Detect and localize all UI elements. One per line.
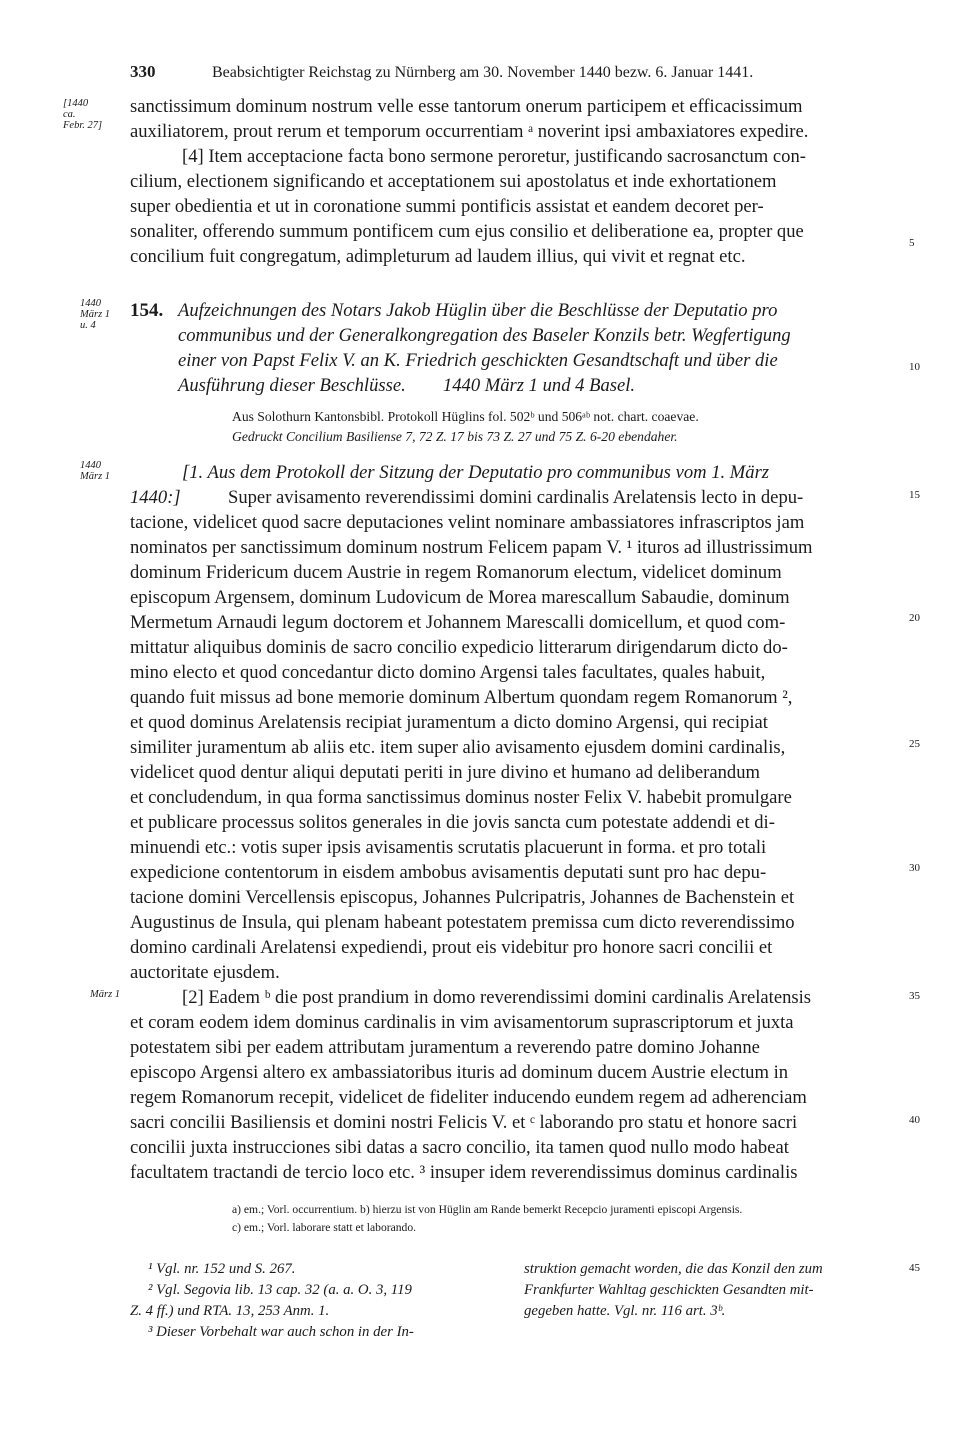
text-line: Augustinus de Insula, qui plenam habeant potestatem premissa cum dicto reverendissimo bbox=[130, 912, 795, 933]
text-line: Mermetum Arnaudi legum doctorem et Johannem Marescalli domicellum, et quod com- bbox=[130, 612, 786, 633]
running-title: Beabsichtigter Reichstag zu Nürnberg am 30. November 1440 bezw. 6. Januar 1441. bbox=[212, 64, 754, 81]
margin-date-3: 1440 März 1 bbox=[80, 460, 111, 482]
source-line: Aus Solothurn Kantonsbibl. Protokoll Hüglins fol. 502ᵇ und 506ᵃᵇ not. chart. coaevae. bbox=[232, 409, 699, 424]
line-number: 20 bbox=[909, 612, 920, 624]
margin-date-4: März 1 bbox=[90, 989, 121, 1000]
apparatus-line: c) em.; Vorl. laborare statt et laborando. bbox=[232, 1221, 417, 1234]
text-line: super obedientia et ut in coronatione summi pontificis assistat et eandem decoret per- bbox=[130, 196, 764, 217]
text-line: cilium, electionem significando et acceptationem sui apostolatus et inde exhortationem bbox=[130, 171, 777, 192]
text-line: quando fuit missus ad bone memorie dominum Albertum quondam regem Romanorum ², bbox=[130, 687, 793, 708]
line-number: 15 bbox=[909, 489, 920, 501]
text-line: tacione domini Vercellensis episcopus, Johannes Pulcripatris, Johannes de Bachenstein et bbox=[130, 887, 795, 908]
footnote-line: struktion gemacht worden, die das Konzil den zum bbox=[524, 1261, 823, 1277]
section-title-line: communibus und der Generalkongregation des Baseler Konzils betr. Wegfertigung bbox=[178, 325, 791, 346]
text-line: et concludendum, in qua forma sanctissimus dominus noster Felix V. habebit promulgare bbox=[130, 787, 792, 808]
text-line: concilium fuit congregatum, adimpleturum ad laudem illius, qui vivit et regnat etc. bbox=[130, 246, 746, 267]
text-line: sacri concilii Basiliensis et domini nostri Felicis V. et ᶜ laborando pro statu et honore sacri bbox=[130, 1112, 798, 1133]
footnote-line: gegeben hatte. Vgl. nr. 116 art. 3ᵇ. bbox=[524, 1303, 726, 1319]
text-line: nominatos per sanctissimum dominum nostrum Felicem papam V. ¹ ituros ad illustrissimum bbox=[130, 537, 813, 558]
text-line: [2] Eadem ᵇ die post prandium in domo reverendissimi domini cardinalis Arelatensis bbox=[182, 987, 812, 1008]
text-line: expedicione contentorum in eisdem ambobus avisamentis deputati sunt pro hac depu- bbox=[130, 862, 767, 883]
source-line: Gedruckt Concilium Basiliense 7, 72 Z. 17 bis 73 Z. 27 und 75 Z. 6-20 ebendaher. bbox=[232, 429, 678, 444]
footnote-line: Frankfurter Wahltag geschickten Gesandten mit- bbox=[524, 1282, 814, 1298]
text-line: sanctissimum dominum nostrum velle esse tantorum onerum participem et efficacissimum bbox=[130, 96, 803, 117]
text-line: sonaliter, offerendo summum pontificem cum ejus consilio et deliberatione ea, propter que bbox=[130, 221, 804, 242]
line-number: 35 bbox=[909, 990, 920, 1002]
line-number: 10 bbox=[909, 361, 920, 373]
line-number: 5 bbox=[909, 237, 915, 249]
text-line: Super avisamento reverendissimi domini cardinalis Arelatensis lecto in depu- bbox=[228, 487, 804, 508]
text-line: episcopum Argensem, dominum Ludovicum de Morea marescallum Sabaudie, dominum bbox=[130, 587, 790, 608]
text-line: regem Romanorum recepit, videlicet de fideliter inducendo eundem regem ad adherenciam bbox=[130, 1087, 807, 1108]
text-line: episcopo Argensi altero ex ambassiatoribus ituris ad dominum ducem Austrie electum in bbox=[130, 1062, 789, 1083]
line-number: 45 bbox=[909, 1262, 920, 1274]
section-title-line: Ausführung dieser Beschlüsse. 1440 März 1 und 4 Basel. bbox=[178, 375, 636, 396]
line-number: 25 bbox=[909, 738, 920, 750]
page-number: 330 bbox=[130, 62, 156, 81]
text-line: potestatem sibi per eadem attributam juramentum a reverendo patre domino Johanne bbox=[130, 1037, 760, 1058]
paragraph-date: 1440:] bbox=[130, 487, 181, 508]
section-title-line: Aufzeichnungen des Notars Jakob Hüglin über die Beschlüsse der Deputatio pro bbox=[178, 300, 778, 321]
footnote-line: ¹ Vgl. nr. 152 und S. 267. bbox=[148, 1261, 296, 1277]
text-line: mittatur aliquibus dominis de sacro concilio expedicio litterarum dirigendarum dicto do- bbox=[130, 637, 788, 658]
footnote-line: ³ Dieser Vorbehalt war auch schon in der In- bbox=[148, 1324, 414, 1340]
text-line: concilii juxta instrucciones sibi datas a sacro concilio, ita tamen quod nullo modo habeat bbox=[130, 1137, 789, 1158]
text-line: auxiliatorem, prout rerum et temporum occurrentiam ᵃ noverint ipsi ambaxiatores expedire. bbox=[130, 121, 809, 142]
margin-date-2: 1440 März 1 u. 4 bbox=[80, 298, 111, 331]
text-line: et coram eodem idem dominus cardinalis in vim avisamentorum suprascriptorum et juxta bbox=[130, 1012, 794, 1033]
line-number: 30 bbox=[909, 862, 920, 874]
text-line: et publicare processus solitos generales in die jovis sancta cum potestate addendi et di- bbox=[130, 812, 775, 833]
text-line: et quod dominus Arelatensis recipiat juramentum a dicto domino Argensi, qui recipiat bbox=[130, 712, 768, 733]
text-line: dominum Fridericum ducem Austrie in regem Romanorum electum, videlicet dominum bbox=[130, 562, 782, 583]
line-number: 40 bbox=[909, 1114, 920, 1126]
text-line: [4] Item acceptacione facta bono sermone peroretur, justificando sacrosanctum con- bbox=[182, 146, 806, 167]
text-line: minuendi etc.: votis super ipsis avisamentis scrutatis placuerunt in forma. et pro totali bbox=[130, 837, 767, 858]
section-number: 154. bbox=[130, 300, 164, 321]
paragraph-intro: [1. Aus dem Protokoll der Sitzung der Deputatio pro communibus vom 1. März bbox=[182, 462, 770, 483]
text-line: similiter juramentum ab aliis etc. item super alio avisamento ejusdem domini cardinalis, bbox=[130, 737, 786, 758]
apparatus-line: a) em.; Vorl. occurrentium. b) hierzu ist von Hüglin am Rande bemerkt Recepcio juramenti episcopi Argensis. bbox=[232, 1203, 743, 1216]
text-line: domino cardinali Arelatensi expediendi, prout eis videbitur pro honore sacri concilii et bbox=[130, 937, 773, 958]
text-line: videlicet quod dentur aliqui deputati periti in jure divino et humano ad deliberandum bbox=[130, 762, 760, 783]
section-title-line: einer von Papst Felix V. an K. Friedrich geschickten Gesandtschaft und über die bbox=[178, 350, 778, 371]
text-line: auctoritate ejusdem. bbox=[130, 962, 280, 983]
text-line: tacione, videlicet quod sacre deputaciones velint nominare ambassiatores infrascriptos jam bbox=[130, 512, 805, 533]
text-line: mino electo et quod concedantur dicto domino Argensi tales facultates, quales habuit, bbox=[130, 662, 766, 683]
text-line: facultatem tractandi de tercio loco etc. ³ insuper idem reverendissimus dominus cardinalis bbox=[130, 1162, 798, 1183]
footnote-line: Z. 4 ff.) und RTA. 13, 253 Anm. 1. bbox=[130, 1303, 330, 1319]
margin-date-1: [1440 ca. Febr. 27] bbox=[63, 98, 103, 131]
footnote-line: ² Vgl. Segovia lib. 13 cap. 32 (a. a. O. 3, 119 bbox=[148, 1282, 412, 1298]
